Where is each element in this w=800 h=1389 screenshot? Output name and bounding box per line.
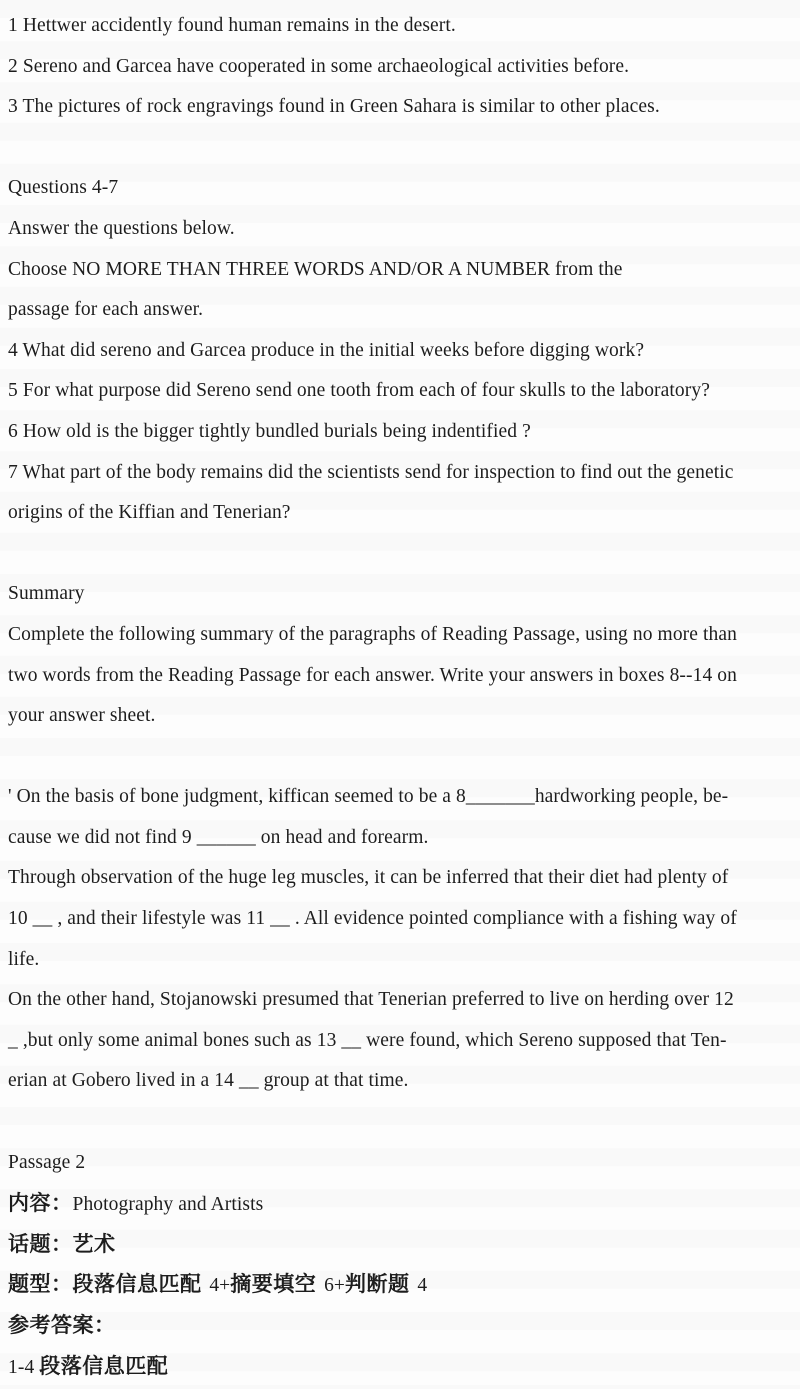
text-segment: On the other hand, Stojanowski presumed that Tenerian preferred to live on herding over 12 bbox=[8, 989, 734, 1011]
text-segment: 2 Sereno and Garcea have cooperated in some archaeological activities before. bbox=[8, 55, 630, 77]
text-line bbox=[8, 1183, 794, 1224]
text-line bbox=[8, 331, 794, 372]
text-segment: Photography and Artists bbox=[72, 1194, 264, 1216]
text-segment: 段落信息匹配 bbox=[39, 1353, 169, 1378]
text-segment: Through observation of the huge leg muscles, it can be inferred that their diet had plenty of bbox=[8, 867, 729, 889]
text-line bbox=[8, 1021, 794, 1062]
text-segment: 摘要填空 bbox=[230, 1272, 325, 1297]
text-line bbox=[8, 1143, 794, 1184]
text-line bbox=[8, 940, 794, 981]
text-segment: 6+ bbox=[324, 1275, 346, 1297]
text-segment: 1 Hettwer accidently found human remains in the desert. bbox=[8, 15, 456, 36]
blank-line bbox=[8, 737, 794, 778]
text-line bbox=[8, 1061, 794, 1102]
text-line bbox=[8, 371, 794, 412]
text-segment: origins of the Kiffian and Tenerian? bbox=[8, 502, 291, 524]
blank-line bbox=[8, 534, 794, 575]
text-line bbox=[8, 453, 794, 494]
text-segment: cause we did not find 9 ______ on head and forearm. bbox=[8, 826, 429, 848]
text-line bbox=[8, 6, 794, 47]
text-line bbox=[8, 615, 794, 656]
text-line bbox=[8, 87, 794, 128]
text-line bbox=[8, 899, 794, 940]
text-line bbox=[8, 290, 794, 331]
text-segment: erian at Gobero lived in a 14 __ group at that time. bbox=[8, 1070, 409, 1092]
text-line bbox=[8, 1346, 794, 1387]
text-line bbox=[8, 1224, 794, 1265]
text-line bbox=[8, 696, 794, 737]
text-line bbox=[8, 818, 794, 859]
text-segment: 3 The pictures of rock engravings found in Green Sahara is similar to other places. bbox=[8, 96, 660, 118]
text-segment: 1-4 bbox=[8, 1356, 40, 1378]
text-segment: 10 __ , and their lifestyle was 11 __ . All evidence pointed compliance with a fishing way of bbox=[8, 908, 737, 930]
text-line bbox=[8, 47, 794, 88]
blank-line bbox=[8, 128, 794, 169]
text-segment: 参考答案： bbox=[8, 1313, 116, 1337]
text-segment: ' On the basis of bone judgment, kiffican seemed to be a 8_______hardworking people, be- bbox=[8, 786, 729, 808]
text-segment: Questions 4-7 bbox=[8, 177, 119, 199]
text-segment: 5 For what purpose did Sereno send one tooth from each of four skulls to the laboratory? bbox=[8, 380, 710, 402]
text-segment: 4 What did sereno and Garcea produce in the initial weeks before digging work? bbox=[8, 339, 645, 361]
text-segment: Complete the following summary of the paragraphs of Reading Passage, using no more than bbox=[8, 623, 737, 645]
text-line bbox=[8, 1305, 794, 1346]
text-line bbox=[8, 980, 794, 1021]
text-segment: Passage 2 bbox=[8, 1151, 86, 1173]
text-segment: passage for each answer. bbox=[8, 299, 204, 321]
text-line bbox=[8, 412, 794, 453]
text-segment: two words from the Reading Passage for each answer. Write your answers in boxes 8--14 on bbox=[8, 664, 737, 686]
text-line bbox=[8, 777, 794, 818]
text-segment: life. bbox=[8, 948, 40, 970]
text-segment: 内容： bbox=[8, 1191, 73, 1216]
text-line bbox=[8, 574, 794, 615]
text-line bbox=[8, 858, 794, 899]
text-segment: Answer the questions below. bbox=[8, 217, 235, 239]
text-segment: 7 What part of the body remains did the scientists send for inspection to find out the genetic bbox=[8, 461, 734, 483]
text-line bbox=[8, 1264, 794, 1305]
text-segment: 4 bbox=[417, 1275, 428, 1297]
text-segment: 话题：艺术 bbox=[8, 1231, 116, 1256]
text-segment: your answer sheet. bbox=[8, 705, 156, 727]
text-line bbox=[8, 493, 794, 534]
text-segment: 题型：段落信息匹配 bbox=[8, 1272, 210, 1297]
text-line bbox=[8, 168, 794, 209]
text-line bbox=[8, 250, 794, 291]
blank-line bbox=[8, 1102, 794, 1143]
text-segment: Summary bbox=[8, 583, 85, 605]
text-segment: Choose NO MORE THAN THREE WORDS AND/OR A NUMBER from the bbox=[8, 258, 623, 280]
text-line bbox=[8, 209, 794, 250]
text-segment: 6 How old is the bigger tightly bundled burials being indentified ? bbox=[8, 420, 531, 442]
text-segment: 判断题 bbox=[345, 1272, 418, 1297]
text-line bbox=[8, 656, 794, 697]
text-segment: 4+ bbox=[209, 1275, 231, 1297]
text-segment: _ ,but only some animal bones such as 13 __ were found, which Sereno supposed that Ten- bbox=[8, 1029, 727, 1051]
